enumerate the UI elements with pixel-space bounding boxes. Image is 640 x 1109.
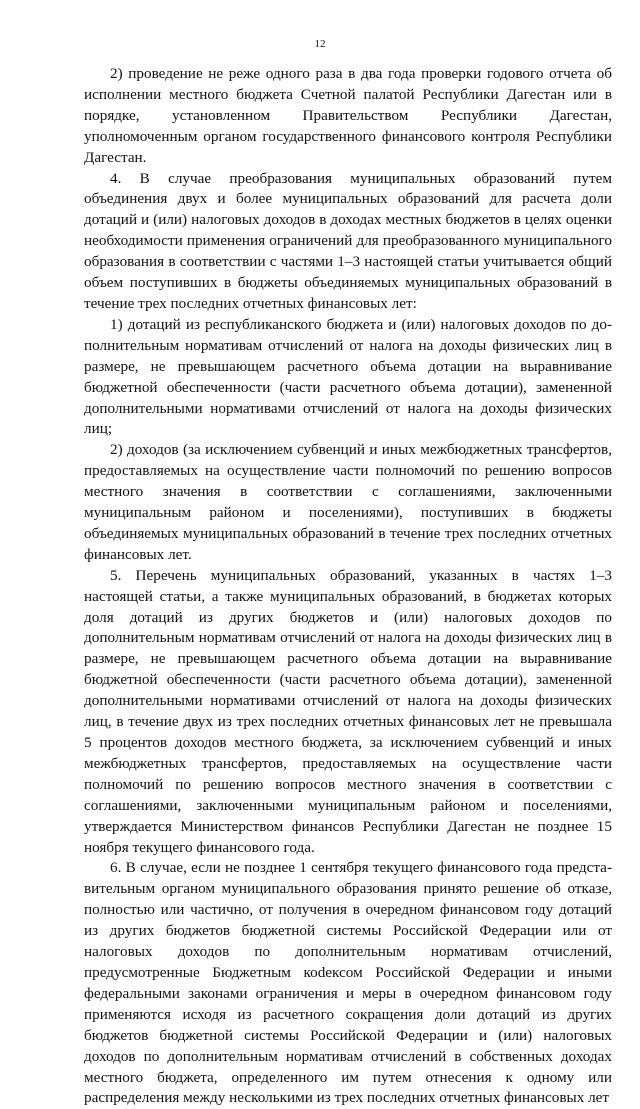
paragraph-part-4: 4. В случае преобразования муниципальных образований путем объединения двух и более муниципальных образований для расчета доли дотаций и (или) налоговых доходов в доходах местных бюджетов в целях оценки необходимости применения ограничений для преобразованного муниципального образования в соответствии с частями 1–3 настоящей статьи учитывается общий объем поступивших в бюджеты объединяемых муниципальных образований в течение трех последних отчетных финансовых лет: [84,169,612,312]
page-number: 12 [314,38,326,50]
paragraph-part-5: 5. Перечень муниципальных образований, указанных в частях 1–3 настоящей статьи, а также муниципальных образований, в бюджетах которых доля дотаций из других бюджетов и (или) налоговых доходов по дополнительным нормативам отчислений от налога на доходы физических лиц в размере, не превышающем расчетного объема дотации на выравнивание бюджетной обеспеченности (части расчетного объема дотации), замененной дополнительными нормативами отчислений от налога на доходы физических лиц, в течение двух из трех последних отчетных финансовых лет не превышала 5 процентов доходов местного бюджета, за исключением субвенций и иных межбюджетных трансфертов, предоставляемых на осуществление части полномочий по решению вопросов местного значения в соответствии с соглашениями, заключенными муниципальным районом и поселениями, утверждается Министерством финансов Республики Дагестан не позднее 15 ноября текущего финансового года. [84,566,612,856]
paragraph-part-6: 6. В случае, если не позднее 1 сентября текущего финансового года представительным органом муниципального образования принято решение об отказе, полностью или частично, от получения в очередном финансовом году дотаций из других бюджетов бюджетной системы Российской Федерации или от налоговых доходов по дополнительным нормативам отчислений, предусмотренные Бюджетным коdексом Российской Федерации и иными федеральными законами ограничения и меры в очередном финансовом году применяются исходя из расчетного сокращения доли дотаций из других бюджетов бюджетной системы Российской Федерации и (или) налоговых доходов по дополнительным нормативам отчислений в собственных доходах местного бюджета, определенного им путем отнесения к одному или распределения между несколькими из трех последних отчетных финансовых лет [84,859,612,1107]
body-text [84,64,612,1109]
paragraph-part-4-item-1: 1) дотаций из республиканского бюджета и (или) налоговых доходов по дополнительным нормативам отчислений от налога на доходы физических лиц в размере, не превышающем расчетного объема дотации на выравнивание бюджетной обеспеченности (части расчетного объема дотации), замененной дополнительными нормативами отчислений от налога на доходы физических лиц; [84,315,612,438]
paragraph-part-4-item-2: 2) доходов (за исключением субвенций и иных межбюджетных трансфертов, предоставляемых на осуществление части полномочий по решению вопросов местного значения в соответствии с соглашениями, заключенными муниципальным районом и поселениями), поступивших в бюджеты объединяемых муниципальных образований в течение трех последних отчетных финансовых лет. [84,441,612,563]
paragraph-clause-2: 2) проведение не реже одного раза в два года проверки годового отчета об исполнении местного бюджета Счетной палатой Республики Дагестан или в порядке, установленном Правительством Республики Дагестан, уполномоченным органом государственного финансового контроля Республики Дагестан. [84,65,612,166]
